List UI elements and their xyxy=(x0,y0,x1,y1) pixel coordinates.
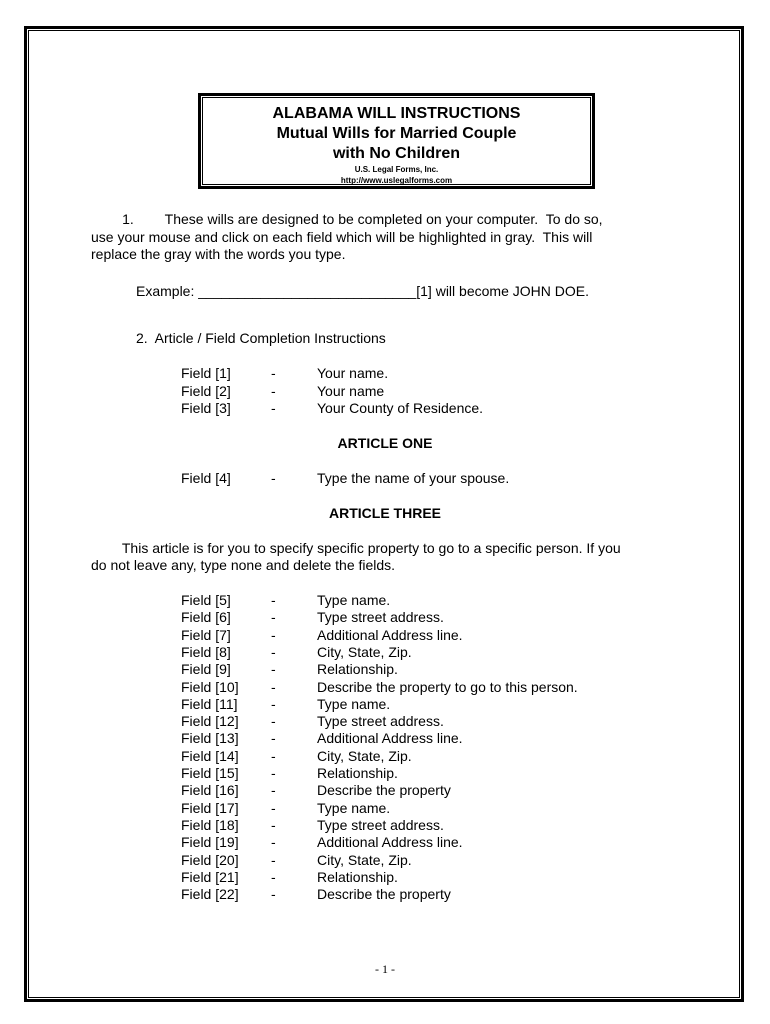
field-description: Type name. xyxy=(317,592,391,608)
field-dash: - xyxy=(271,661,276,678)
field-label: Field [22] xyxy=(181,886,239,903)
field-dash: - xyxy=(271,886,276,903)
field-dash: - xyxy=(271,799,276,816)
document-title: ALABAMA WILL INSTRUCTIONS xyxy=(272,105,521,122)
field-dash: - xyxy=(271,400,276,416)
field-dash: - xyxy=(271,365,276,381)
field-label: Field [17] xyxy=(181,799,239,816)
field-dash: - xyxy=(271,470,276,486)
field-description: Type name. xyxy=(317,799,391,816)
field-dash: - xyxy=(271,730,276,747)
field-label: Field [4] xyxy=(181,470,231,486)
field-label: Field [5] xyxy=(181,592,231,608)
field-label: Field [14] xyxy=(181,747,239,764)
field-description: Type the name of your spouse. xyxy=(317,470,510,486)
field-label: Field [9] xyxy=(181,661,231,678)
field-dash: - xyxy=(271,868,276,885)
field-description: Additional Address line. xyxy=(317,626,463,643)
field-dash: - xyxy=(271,765,276,781)
field-dash: - xyxy=(271,592,276,608)
field-label: Field [21] xyxy=(181,868,239,885)
field-description: City, State, Zip. xyxy=(317,643,412,660)
field-label: Field [18] xyxy=(181,816,239,833)
article-three-para-line-1: This article is for you to specify specific property to go to a specific person. If you xyxy=(91,540,621,556)
field-description: Additional Address line. xyxy=(317,730,463,747)
field-description: City, State, Zip. xyxy=(317,747,412,764)
field-dash: - xyxy=(271,851,276,868)
field-description: Type street address. xyxy=(317,609,444,626)
field-label: Field [6] xyxy=(181,609,231,626)
field-label: Field [12] xyxy=(181,713,239,730)
field-description: Relationship. xyxy=(317,868,398,885)
article-one-heading: ARTICLE ONE xyxy=(337,435,433,451)
intro-line-1: 1. These wills are designed to be completed on your computer. To do so, xyxy=(91,211,603,227)
field-description: Describe the property to go to this person. xyxy=(317,678,578,695)
section-2-heading: 2. Article / Field Completion Instructions xyxy=(136,330,386,346)
field-label: Field [2] xyxy=(181,382,231,399)
field-description: Relationship. xyxy=(317,661,398,678)
field-description: City, State, Zip. xyxy=(317,851,412,868)
field-dash: - xyxy=(271,609,276,626)
field-dash: - xyxy=(271,678,276,695)
field-label: Field [19] xyxy=(181,834,239,851)
field-label: Field [11] xyxy=(181,695,238,712)
field-description: Your name xyxy=(317,382,385,399)
field-dash: - xyxy=(271,382,276,399)
field-label: Field [15] xyxy=(181,765,239,781)
article-three-para-line-2: do not leave any, type none and delete the fields. xyxy=(91,557,396,573)
field-description: Relationship. xyxy=(317,765,398,781)
page-number: - 1 - xyxy=(375,962,395,976)
field-description: Type street address. xyxy=(317,713,444,730)
field-label: Field [8] xyxy=(181,643,231,660)
field-description: Type name. xyxy=(317,695,391,712)
field-label: Field [7] xyxy=(181,626,231,643)
field-dash: - xyxy=(271,695,276,712)
intro-line-3: replace the gray with the words you type. xyxy=(91,246,346,262)
field-description: Your County of Residence. xyxy=(317,400,484,416)
article-three-heading: ARTICLE THREE xyxy=(329,505,441,521)
field-label: Field [3] xyxy=(181,400,231,416)
field-dash: - xyxy=(271,834,276,851)
field-description: Type street address. xyxy=(317,816,444,833)
field-description: Describe the property xyxy=(317,782,451,799)
field-description: Describe the property xyxy=(317,886,451,903)
field-description: Your name. xyxy=(317,365,389,381)
field-dash: - xyxy=(271,643,276,660)
field-label: Field [1] xyxy=(181,365,231,381)
document-subtitle-line1: Mutual Wills for Married Couple xyxy=(276,125,517,142)
field-label: Field [20] xyxy=(181,851,239,868)
field-description: Additional Address line. xyxy=(317,834,463,851)
company-name: U.S. Legal Forms, Inc. xyxy=(354,165,439,174)
field-dash: - xyxy=(271,747,276,764)
example-line: Example: ____________________________[1] will become JOHN DOE. xyxy=(136,283,589,299)
field-dash: - xyxy=(271,626,276,643)
field-label: Field [10] xyxy=(181,678,239,695)
field-label: Field [13] xyxy=(181,730,239,747)
field-dash: - xyxy=(271,782,276,799)
intro-line-2: use your mouse and click on each field which will be highlighted in gray. This will xyxy=(91,229,593,245)
company-website: http://www.uslegalforms.com xyxy=(340,176,453,185)
field-dash: - xyxy=(271,816,276,833)
document-subtitle-line2: with No Children xyxy=(332,145,461,162)
field-dash: - xyxy=(271,713,276,730)
field-label: Field [16] xyxy=(181,782,239,799)
title-box-inner-border xyxy=(202,97,591,185)
